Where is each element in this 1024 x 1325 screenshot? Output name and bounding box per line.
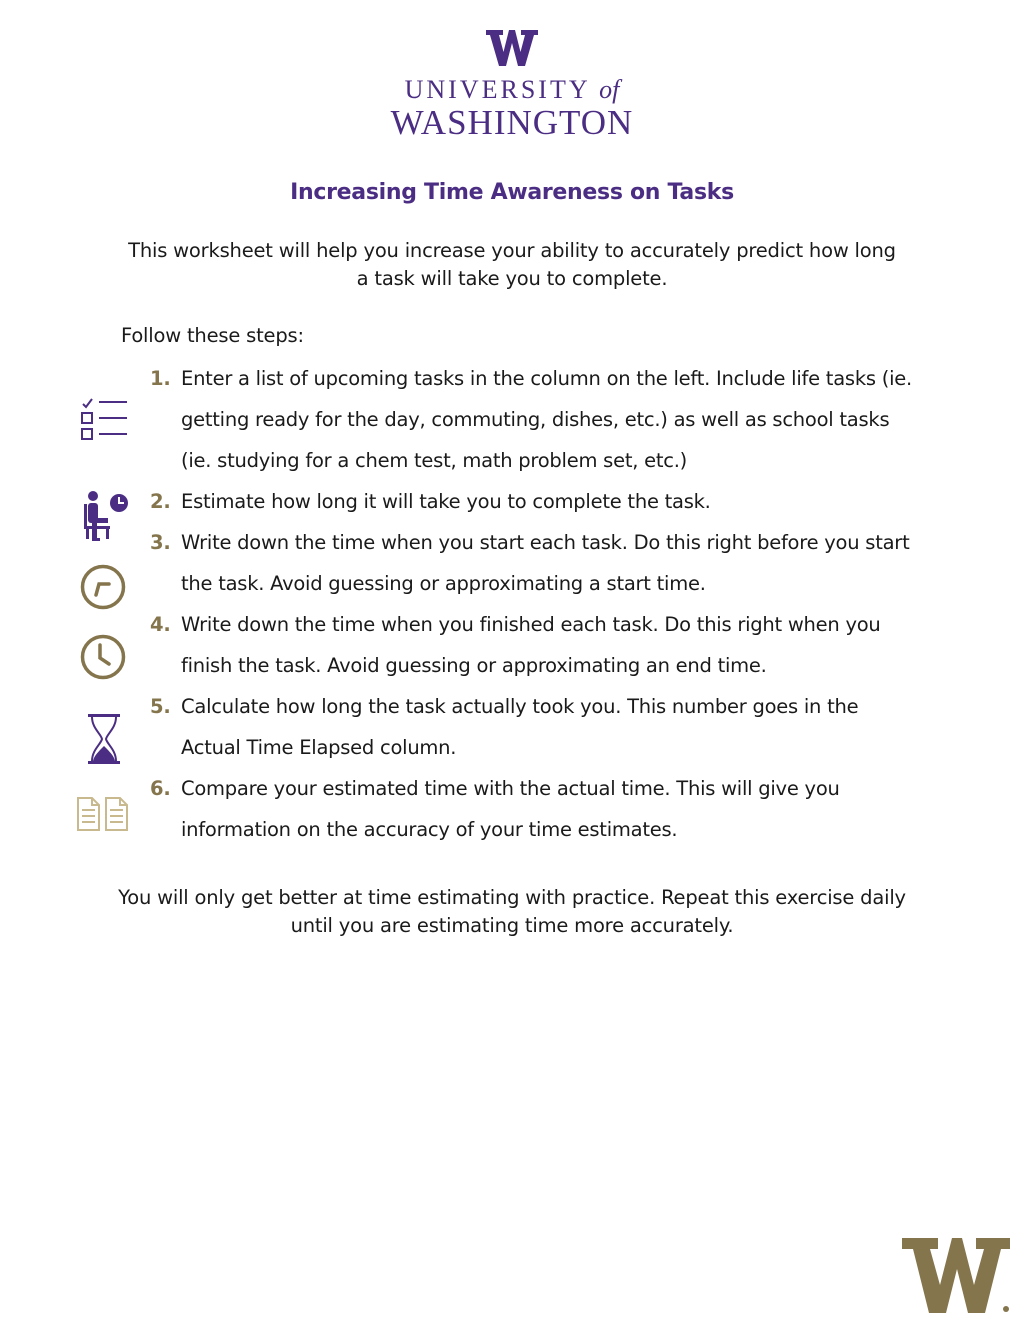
intro-paragraph: This worksheet will help you increase your ability to accurately predict how long a task will take you to complete. — [128, 239, 896, 290]
uw-corner-w-logo-icon — [902, 1238, 1012, 1314]
step-item: 1. Enter a list of upcoming tasks in the column on the left. Include life tasks (ie. getting ready for the day, commuting, dishes, etc.) as well as school tasks (ie. studying for a chem test, math problem set, etc.) — [150, 367, 912, 472]
person-clock-icon — [80, 490, 130, 542]
page-title: Increasing Time Awareness on Tasks — [290, 180, 734, 205]
start-clock-icon — [79, 563, 127, 611]
end-clock-icon — [79, 633, 127, 681]
uw-logo — [0, 30, 1024, 142]
step-item: 4. Write down the time when you finished each task. Do this right when you finish the task. Avoid guessing or approximating an end time. — [150, 613, 881, 677]
step-item: 2. Estimate how long it will take you to complete the task. — [150, 490, 711, 513]
logo-washington: WASHINGTON — [390, 103, 634, 142]
hourglass-icon — [88, 714, 120, 766]
checklist-icon — [78, 394, 130, 442]
uw-w-logo-icon — [486, 30, 538, 66]
closing-paragraph: You will only get better at time estimating with practice. Repeat this exercise daily until you are estimating time more accurately. — [118, 886, 906, 937]
step-item: 6. Compare your estimated time with the actual time. This will give you information on the accuracy of your time estimates. — [150, 777, 840, 841]
step-item: 5. Calculate how long the task actually took you. This number goes in the Actual Time Elapsed column. — [150, 695, 859, 759]
documents-compare-icon — [76, 796, 130, 832]
step-item: 3. Write down the time when you start each task. Do this right before you start the task. Avoid guessing or approximating a start time. — [150, 531, 910, 595]
steps-list — [150, 358, 920, 850]
logo-university: UNIVERSITY of — [404, 75, 620, 104]
follow-steps-label: Follow these steps: — [121, 324, 304, 347]
